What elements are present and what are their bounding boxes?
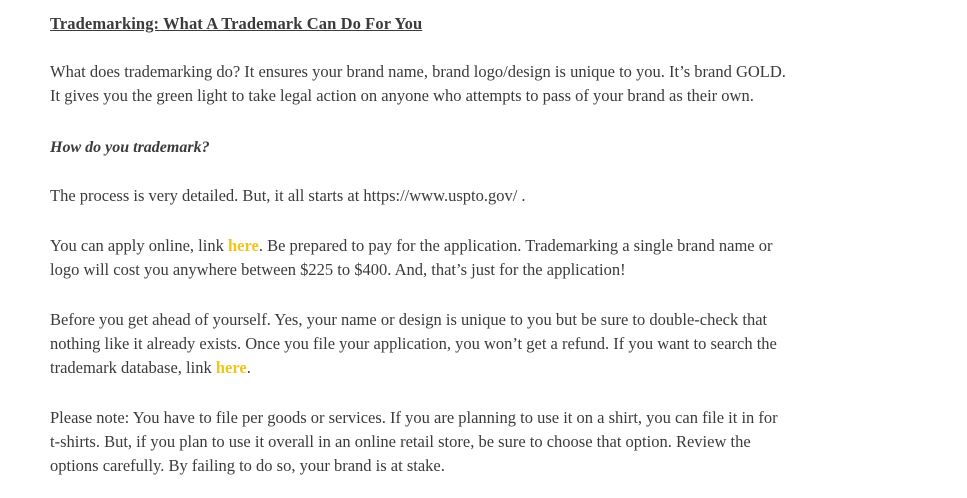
right-margin [786,0,967,498]
paragraph-apply-online [50,208,786,282]
paragraph-please-note: Please note: You have to file per goods or services. If you are planning to use it on a shirt, you can file it in for t-shirts. But, if you plan to use it overall in an online retail store, be sure to choose that option. Review the options carefully. By failing to do so, your brand is at stake. [50,408,778,475]
paragraph-apply-online-after-link: . Be prepared to pay for the application. Trademarking a single brand name or logo will cost you anywhere between $225 to $400. And, that’s just for the application! [50,236,773,279]
article-content [50,0,786,478]
apply-online-here-link[interactable]: here [227,236,259,255]
article-subheading: How do you trademark? [50,139,210,156]
paragraph-what-does-trademarking-do: What does trademarking do? It ensures your brand name, brand logo/design is unique to you. It’s brand GOLD. It gives you the green light to take legal action on anyone who attempts to pass of your brand as their own. [50,62,786,105]
paragraph-search-database [50,282,786,380]
paragraph-process: The process is very detailed. But, it all starts at https://www.uspto.gov/ . [50,186,526,205]
paragraph-search-database-after-link: . [246,358,251,377]
paragraph-apply-online-before-link: You can apply online, link [50,236,228,255]
article-heading: Trademarking: What A Trademark Can Do For You [50,14,423,33]
paragraph-search-database-before-link: Before you get ahead of yourself. Yes, your name or design is unique to you but be sure to double-check that nothing like it already exists. Once you file your application, you won’t get a refund. If you want to search the trademark database, link [50,310,777,377]
trademark-database-here-link[interactable]: here [215,358,247,377]
